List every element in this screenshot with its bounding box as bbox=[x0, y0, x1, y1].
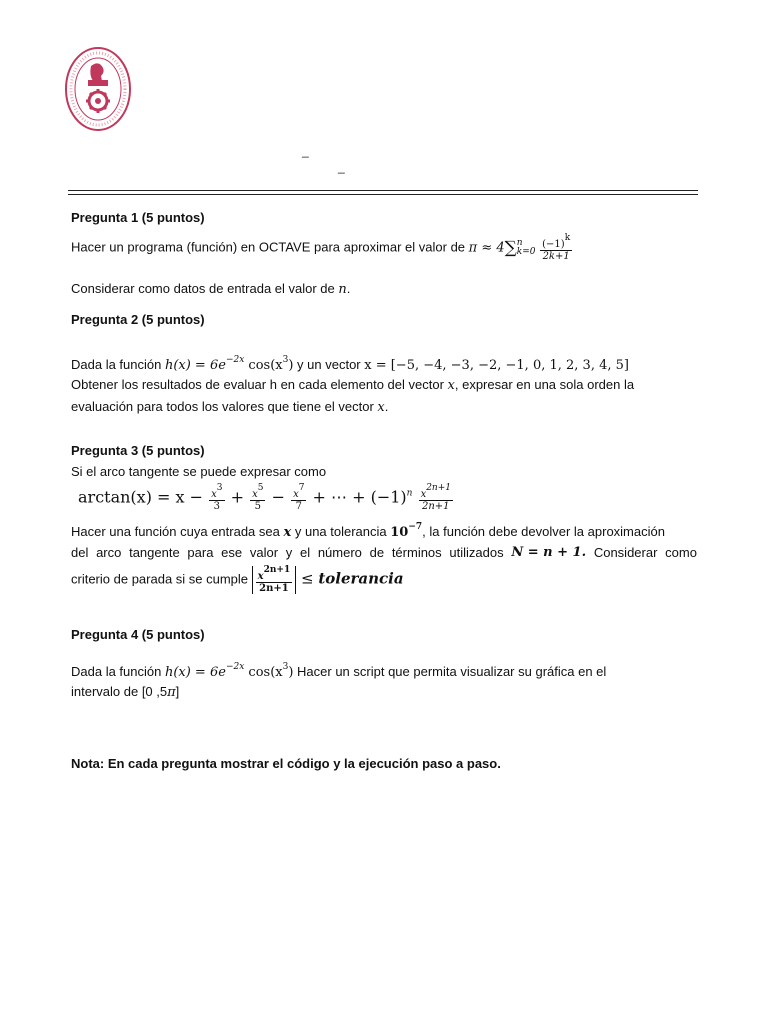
q4-h-cos-exp: 3 bbox=[282, 662, 289, 672]
q3-p1-a: Hacer una función cuya entrada sea bbox=[71, 524, 284, 539]
q3-p2-word: ese bbox=[221, 545, 243, 560]
question-3-intro: Si el arco tangente se puede expresar como bbox=[71, 464, 327, 479]
sum-lower: k=0 bbox=[516, 247, 536, 257]
tn-den: 2n+1 bbox=[422, 501, 450, 512]
header-rule-bottom bbox=[68, 194, 698, 195]
pi-approx: π ≈ 4 bbox=[468, 240, 505, 256]
q3-p2-word: arco bbox=[96, 545, 122, 560]
q3-p2-word: valor bbox=[249, 545, 279, 560]
t1-den: 3 bbox=[213, 501, 220, 512]
q3-p2-word: Considerar bbox=[593, 545, 658, 560]
stop-den: 2n+1 bbox=[259, 583, 289, 594]
q2-line2-var: x bbox=[447, 378, 455, 393]
arctan-op-2: − bbox=[271, 487, 285, 507]
q4-line2-a: intervalo de [0 ,5 bbox=[71, 684, 168, 699]
q2-line3-var: x bbox=[377, 400, 385, 415]
stop-criterion-abs bbox=[252, 566, 297, 594]
header-dash-1: _ bbox=[302, 144, 309, 158]
question-4-line-2 bbox=[71, 684, 179, 700]
input-note-end: . bbox=[346, 281, 351, 296]
question-3-paragraph-1 bbox=[71, 522, 665, 540]
question-3-paragraph-3 bbox=[71, 566, 404, 594]
q2-line2-b: , expresar en una sola orden la bbox=[454, 377, 635, 392]
q3-tolerance-base: 10 bbox=[390, 525, 409, 540]
q3-p2-word: del bbox=[71, 545, 89, 560]
tn-num: x bbox=[420, 489, 427, 500]
stop-criterion-fraction bbox=[256, 566, 293, 594]
t1-num: x bbox=[211, 489, 217, 500]
arctan-term-2 bbox=[250, 484, 265, 512]
question-3-paragraph-2 bbox=[71, 545, 697, 560]
q3-tolerance-exp: −7 bbox=[408, 522, 423, 532]
q2-h-def: h(x) = 6e bbox=[164, 358, 226, 373]
q2-text-a: Dada la función bbox=[71, 357, 165, 372]
q4-text-b: Hacer un script que permita visualizar su gráfica en el bbox=[293, 664, 607, 679]
q3-p2-word: el bbox=[299, 545, 311, 560]
q3-p1-c: , la función debe devolver la aproximación bbox=[422, 524, 665, 539]
q4-line2-b: ] bbox=[175, 684, 180, 699]
t3-num: x bbox=[293, 489, 299, 500]
question-2-title: Pregunta 2 (5 puntos) bbox=[71, 312, 205, 327]
q3-p2-word: tangente bbox=[129, 545, 180, 560]
question-1-title: Pregunta 1 (5 puntos) bbox=[71, 210, 205, 225]
q4-pi: π bbox=[167, 685, 176, 700]
stop-num: x bbox=[257, 571, 264, 582]
final-note: Nota: En cada pregunta mostrar el código y la ejecución paso a paso. bbox=[71, 756, 501, 771]
question-1-text: Hacer un programa (función) en OCTAVE para aproximar el valor de bbox=[71, 239, 466, 255]
q3-p2-word: número bbox=[317, 545, 362, 560]
q2-line2-a: Obtener los resultados de evaluar h en cada elemento del vector bbox=[71, 377, 448, 392]
header-dash-2: _ bbox=[338, 160, 345, 174]
question-4-title: Pregunta 4 (5 puntos) bbox=[71, 627, 205, 642]
arctan-op-1: + bbox=[230, 487, 244, 507]
q2-h-close: ) bbox=[288, 358, 294, 373]
q3-p2-word: términos bbox=[391, 545, 442, 560]
q2-vector: x = [−5, −4, −3, −2, −1, 0, 1, 2, 3, 4, 5] bbox=[364, 358, 629, 373]
fraction-numerator: (−1) bbox=[542, 239, 565, 250]
arctan-dots-exp: n bbox=[406, 488, 413, 499]
pi-series-fraction bbox=[540, 234, 572, 262]
q2-line3-b: . bbox=[384, 399, 389, 414]
arctan-lhs: arctan(x) = x − bbox=[78, 487, 204, 507]
t2-den: 5 bbox=[254, 501, 261, 512]
q2-text-b: y un vector bbox=[297, 357, 365, 372]
q3-p2-word: y bbox=[285, 545, 293, 560]
tn-sup: 2n+1 bbox=[426, 483, 451, 493]
university-seal-icon bbox=[64, 46, 132, 132]
fraction-denominator: 2k+1 bbox=[542, 251, 570, 262]
q2-h-exp: −2x bbox=[225, 355, 245, 365]
question-2-statement bbox=[71, 355, 629, 373]
question-1-input-note bbox=[71, 281, 350, 297]
q3-p2-word: utilizados bbox=[449, 545, 504, 560]
q3-p2-word: como bbox=[665, 545, 697, 560]
q3-p1-x: x bbox=[283, 525, 292, 540]
q3-p2-word: de bbox=[369, 545, 385, 560]
q4-h-close: ) bbox=[288, 665, 294, 680]
question-2-line-3 bbox=[71, 399, 388, 415]
t2-num: x bbox=[252, 489, 258, 500]
t1-sup: 3 bbox=[216, 483, 223, 493]
question-2-line-2 bbox=[71, 377, 634, 393]
q3-p1-b: y una tolerancia bbox=[291, 524, 391, 539]
question-1-statement bbox=[71, 234, 573, 262]
q3-p3-a: criterio de parada si se cumple bbox=[71, 571, 252, 587]
q2-h-cos-exp: 3 bbox=[282, 355, 289, 365]
stop-num-sup: 2n+1 bbox=[263, 565, 291, 575]
q4-h-exp: −2x bbox=[225, 662, 245, 672]
t3-den: 7 bbox=[295, 501, 302, 512]
input-note-text: Considerar como datos de entrada el valor de bbox=[71, 281, 339, 296]
input-note-var: n bbox=[338, 282, 347, 297]
arctan-term-n bbox=[419, 484, 453, 512]
t2-sup: 5 bbox=[257, 483, 264, 493]
q4-h-cos: cos(x bbox=[244, 665, 283, 680]
arctan-dots: + ⋯ + (−1) bbox=[312, 487, 407, 507]
header-rule-top bbox=[68, 190, 698, 191]
sum-symbol: ∑ bbox=[504, 238, 517, 258]
t3-sup: 7 bbox=[298, 483, 305, 493]
leq-symbol: ≤ bbox=[296, 569, 319, 588]
fraction-numerator-exponent: k bbox=[564, 233, 571, 243]
q3-p2-word: para bbox=[187, 545, 214, 560]
q2-h-cos: cos(x bbox=[244, 358, 283, 373]
q3-terms-formula: N = n + 1. bbox=[511, 545, 587, 560]
tolerance-word: tolerancia bbox=[318, 569, 404, 588]
arctan-term-1 bbox=[209, 484, 224, 512]
q4-text-a: Dada la función bbox=[71, 664, 165, 679]
q2-line3-a: evaluación para todos los valores que tiene el vector bbox=[71, 399, 378, 414]
arctan-series bbox=[78, 484, 454, 512]
question-4-statement bbox=[71, 662, 606, 680]
arctan-term-3 bbox=[291, 484, 306, 512]
sum-upper: n bbox=[516, 238, 523, 248]
q4-h-def: h(x) = 6e bbox=[164, 665, 226, 680]
question-3-title: Pregunta 3 (5 puntos) bbox=[71, 443, 205, 458]
